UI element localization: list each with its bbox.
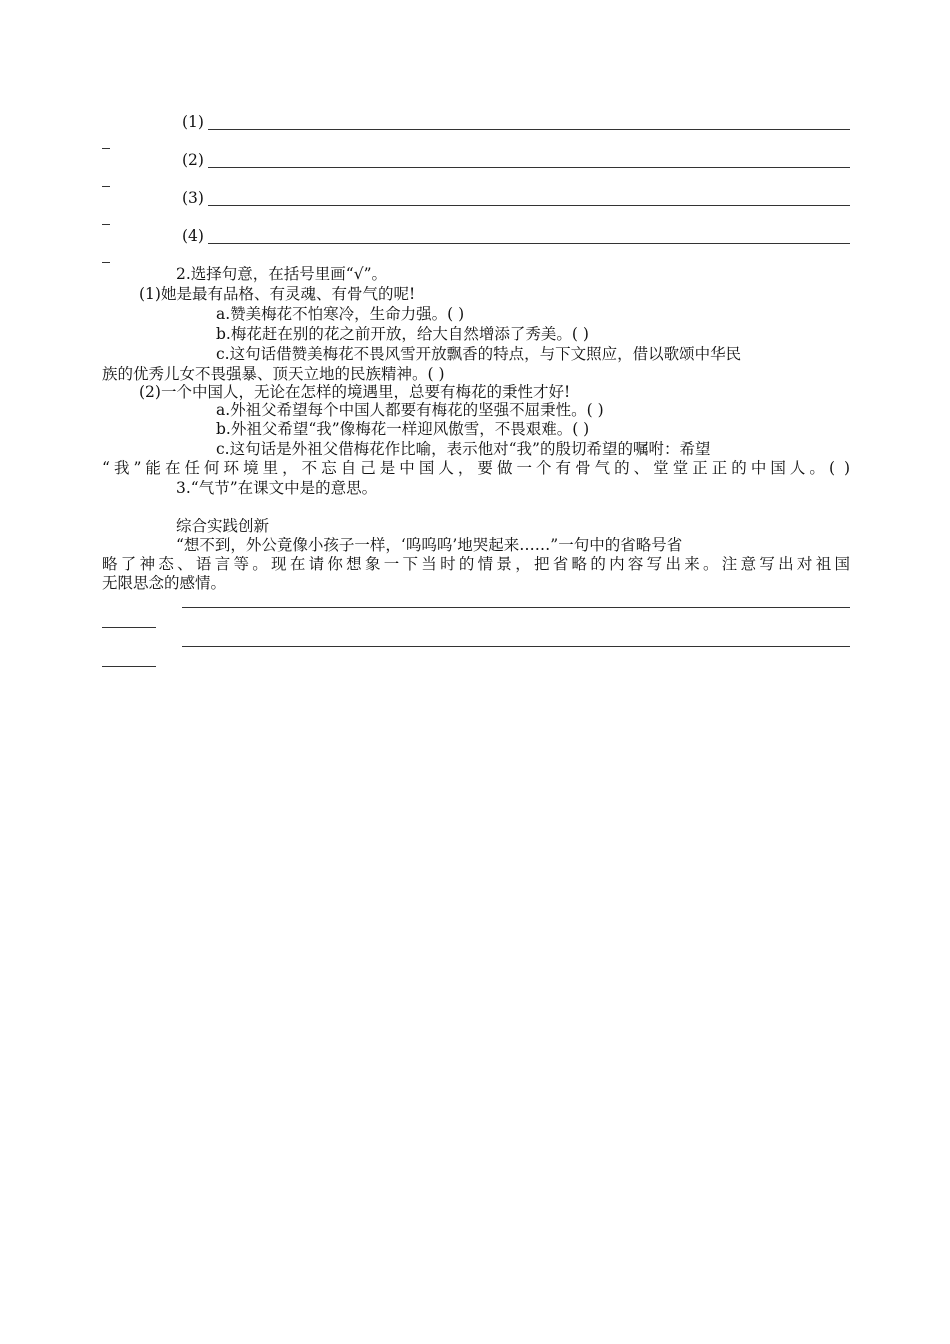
q2-2-option-c[interactable]: c.这句话是外祖父借梅花作比喻，表示他对“我”的殷切希望的嘱咐：希望: [216, 440, 711, 458]
wrap-dash: [102, 224, 110, 225]
practice-prompt-line-3: 无限思念的感情。: [102, 574, 227, 592]
question-3: 3.“气节”在课文中是的意思。: [176, 479, 378, 497]
blank-line-2[interactable]: [182, 150, 850, 170]
blank-line-3[interactable]: [182, 188, 850, 208]
blank-line-4[interactable]: [182, 226, 850, 246]
answer-underline: [208, 129, 850, 130]
writing-line-2[interactable]: [182, 646, 850, 647]
q2-2-option-c-continued[interactable]: “我”能在任何环境里，不忘自己是中国人，要做一个有骨气的、堂堂正正的中国人。( ): [102, 459, 850, 477]
writing-line-1-wrap: [102, 627, 156, 628]
wrap-dash: [102, 148, 110, 149]
answer-underline: [208, 167, 850, 168]
writing-line-2-wrap: [102, 666, 156, 667]
q2-2-option-b[interactable]: b.外祖父希望“我”像梅花一样迎风傲雪，不畏艰难。( ): [216, 420, 590, 438]
q2-1-option-c-continued[interactable]: 族的优秀儿女不畏强暴、顶天立地的民族精神。( ): [102, 365, 445, 383]
blank-label: (3): [182, 189, 204, 207]
wrap-dash: [102, 262, 110, 263]
q2-1-option-b[interactable]: b.梅花赶在别的花之前开放，给大自然增添了秀美。( ): [216, 325, 589, 343]
q2-1-option-c[interactable]: c.这句话借赞美梅花不畏风雪开放飘香的特点，与下文照应，借以歌颂中华民: [216, 345, 742, 363]
question-2-title: 2.选择句意，在括号里画“√”。: [176, 265, 388, 283]
writing-line-1[interactable]: [182, 607, 850, 608]
wrap-dash: [102, 186, 110, 187]
practice-prompt-line-1: “想不到，外公竟像小孩子一样，‘呜呜呜’地哭起来……”一句中的省略号省: [176, 536, 683, 554]
blank-label: (1): [182, 113, 204, 131]
blank-label: (4): [182, 227, 204, 245]
q2-sentence-2: (2)一个中国人，无论在怎样的境遇里，总要有梅花的秉性才好!: [139, 383, 571, 401]
blank-line-1[interactable]: [182, 112, 850, 132]
answer-underline: [208, 205, 850, 206]
q2-2-option-a[interactable]: a.外祖父希望每个中国人都要有梅花的坚强不屈秉性。( ): [216, 401, 604, 419]
blank-label: (2): [182, 151, 204, 169]
practice-prompt-line-2: 略了神态、语言等。现在请你想象一下当时的情景，把省略的内容写出来。注意写出对祖国: [102, 555, 850, 573]
answer-underline: [208, 243, 850, 244]
q2-sentence-1: (1)她是最有品格、有灵魂、有骨气的呢!: [139, 285, 416, 303]
section-heading: 综合实践创新: [176, 517, 270, 535]
q2-1-option-a[interactable]: a.赞美梅花不怕寒冷，生命力强。( ): [216, 305, 465, 323]
